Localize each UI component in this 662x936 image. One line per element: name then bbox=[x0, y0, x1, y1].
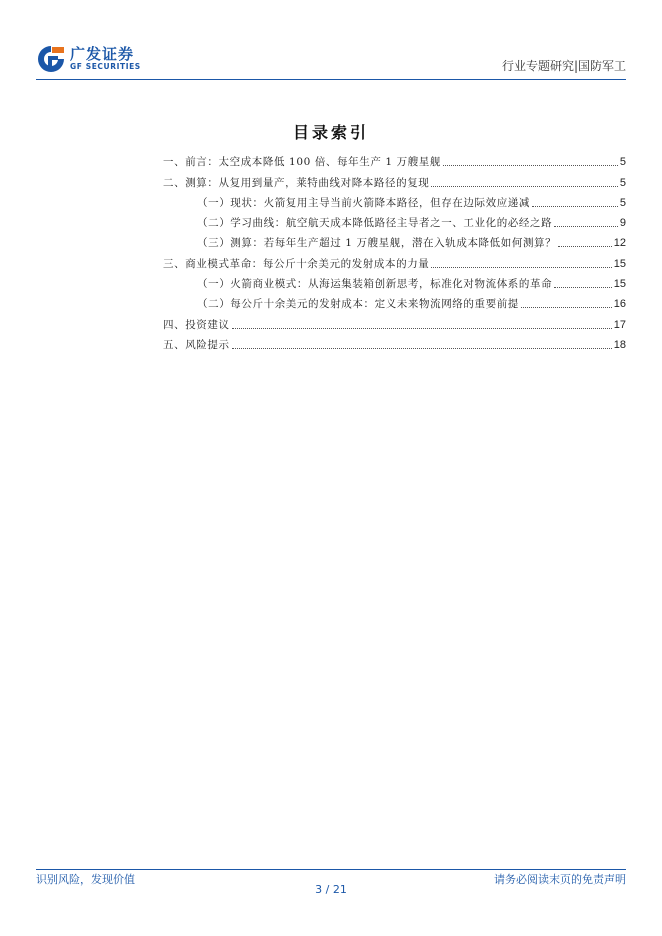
logo-chinese-name: 广发证券 bbox=[70, 45, 135, 63]
toc-entry-text: （二）每公斤十余美元的发射成本：定义未来物流网络的重要前提 bbox=[197, 298, 519, 311]
toc-entry[interactable] bbox=[163, 190, 626, 210]
toc-leader-dots bbox=[554, 226, 618, 227]
gf-securities-logo-icon bbox=[36, 44, 66, 74]
table-of-contents bbox=[163, 149, 626, 352]
toc-entry-text: 一、前言：太空成本降低 100 倍、每年生产 1 万艘星舰 bbox=[163, 156, 441, 169]
toc-entry-page: 5 bbox=[619, 176, 626, 189]
toc-entry[interactable] bbox=[163, 210, 626, 230]
toc-entry-page: 5 bbox=[619, 196, 626, 209]
toc-leader-dots bbox=[232, 348, 612, 349]
toc-entry[interactable] bbox=[163, 149, 626, 169]
logo-english-name: GF SECURITIES bbox=[70, 62, 141, 71]
toc-leader-dots bbox=[521, 307, 612, 308]
toc-entry-page: 18 bbox=[613, 338, 626, 351]
toc-entry-page: 15 bbox=[613, 278, 626, 291]
toc-entry-text: （一）现状：火箭复用主导当前火箭降本路径，但存在边际效应递减 bbox=[197, 196, 530, 209]
toc-entry[interactable] bbox=[163, 311, 626, 331]
toc-entry[interactable] bbox=[163, 230, 626, 250]
header-divider bbox=[36, 79, 626, 80]
toc-entry-page: 12 bbox=[613, 237, 626, 250]
toc-leader-dots bbox=[532, 206, 618, 207]
toc-entry[interactable] bbox=[163, 169, 626, 189]
toc-leader-dots bbox=[232, 328, 612, 329]
toc-entry-page: 15 bbox=[613, 257, 626, 270]
footer-slogan: 识别风险，发现价值 bbox=[36, 873, 135, 886]
report-category: 行业专题研究|国防军工 bbox=[501, 59, 626, 73]
footer-disclaimer-note: 请务必阅读末页的免责声明 bbox=[494, 873, 626, 886]
toc-entry[interactable] bbox=[163, 250, 626, 270]
toc-leader-dots bbox=[558, 246, 611, 247]
toc-entry[interactable] bbox=[163, 291, 626, 311]
toc-entry-page: 17 bbox=[613, 318, 626, 331]
page-header bbox=[36, 42, 626, 78]
toc-entry[interactable] bbox=[163, 332, 626, 352]
toc-title: 目录索引 bbox=[292, 123, 369, 142]
toc-entry-text: （二）学习曲线：航空航天成本降低路径主导者之一、工业化的必经之路 bbox=[197, 217, 553, 230]
toc-entry-page: 16 bbox=[613, 298, 626, 311]
toc-entry-text: （一）火箭商业模式：从海运集装箱创新思考，标准化对物流体系的革命 bbox=[197, 278, 553, 291]
toc-leader-dots bbox=[443, 165, 618, 166]
toc-entry-page: 5 bbox=[619, 156, 626, 169]
toc-entry-text: 五、风险提示 bbox=[163, 338, 230, 351]
toc-entry-text: 三、商业模式革命：每公斤十余美元的发射成本的力量 bbox=[163, 257, 430, 270]
toc-entry-text: 二、测算：从复用到量产，莱特曲线对降本路径的复现 bbox=[163, 176, 430, 189]
toc-leader-dots bbox=[554, 287, 612, 288]
toc-entry-text: 四、投资建议 bbox=[163, 318, 230, 331]
company-logo bbox=[36, 42, 156, 76]
page-number: 3 / 21 bbox=[315, 883, 347, 896]
toc-entry-text: （三）测算：若每年生产超过 1 万艘星舰，潜在入轨成本降低如何测算？ bbox=[197, 237, 557, 250]
toc-leader-dots bbox=[431, 267, 611, 268]
toc-entry[interactable] bbox=[163, 271, 626, 291]
footer-divider bbox=[36, 869, 626, 870]
toc-entry-page: 9 bbox=[619, 217, 626, 230]
toc-leader-dots bbox=[431, 186, 617, 187]
